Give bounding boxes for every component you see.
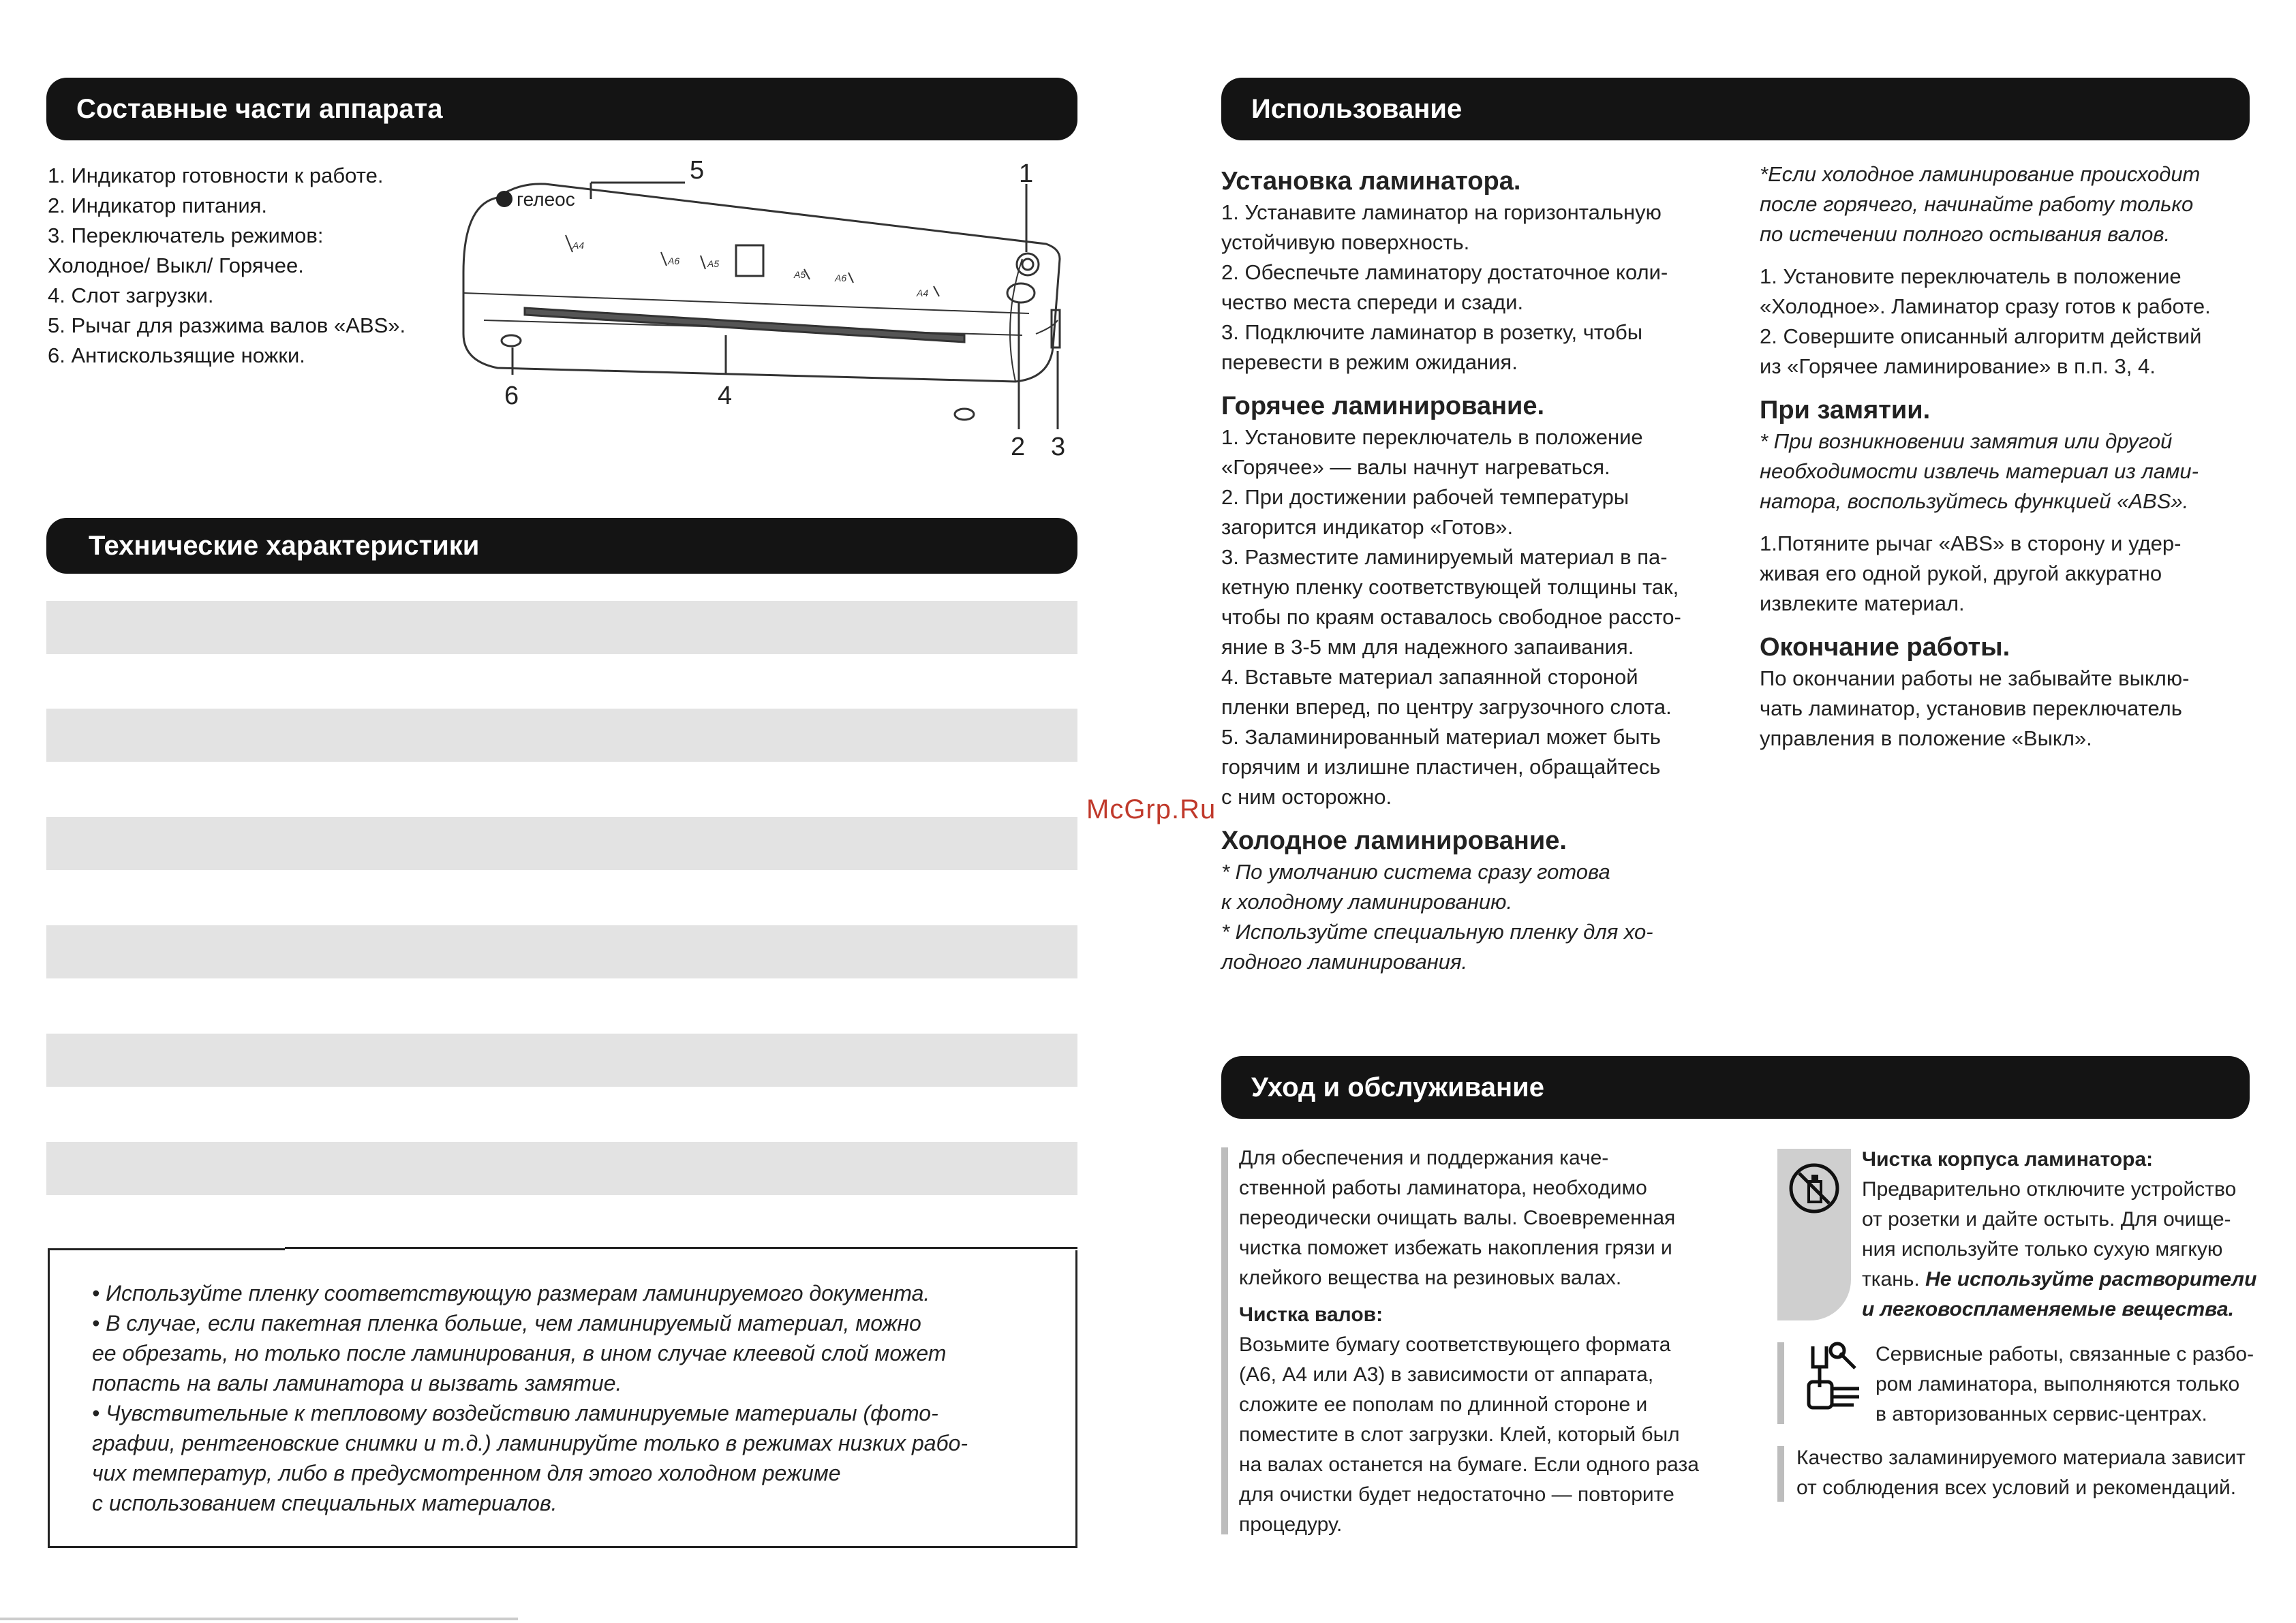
list-item: 4. Слот загрузки. xyxy=(48,283,214,307)
cold-title: Холодное ламинирование. xyxy=(1221,826,1567,855)
text-line: сложите ее пополам по длинной стороне и xyxy=(1239,1393,1648,1416)
note-line: ее обрезать, но только после ламинирования, в ином случае клеевой слой может xyxy=(92,1341,947,1365)
list-item: 1. Индикатор готовности к работе. xyxy=(48,164,384,187)
text-line: 3. Разместите ламинируемый материал в па- xyxy=(1221,545,1668,569)
table-row xyxy=(46,817,1077,870)
text-line: * Используйте специальную пленку для хо- xyxy=(1221,920,1653,944)
specs-header-title: Технические характеристики xyxy=(89,530,480,561)
text-line: пленки вперед, по центру загрузочного слота. xyxy=(1221,695,1672,719)
text-line: живая его одной рукой, другой аккуратно xyxy=(1760,561,2162,585)
text-line: 5. Заламинированный материал может быть xyxy=(1221,725,1661,749)
text-line: 1.Потяните рычаг «ABS» в сторону и удер- xyxy=(1760,531,2182,555)
text-line: горячим и излишне пластичен, обращайтесь xyxy=(1221,755,1661,779)
text-line: * По умолчанию система сразу готова xyxy=(1221,860,1610,884)
note-line: • Используйте пленку соответствующую размерам ламинируемого документа. xyxy=(92,1281,930,1305)
care-intro xyxy=(1239,1143,1730,1540)
text-line: после горячего, начинайте работу только xyxy=(1760,192,2194,216)
table-row xyxy=(46,1142,1077,1195)
note-line: • Чувствительные к тепловому воздействию ламинируемые материалы (фото- xyxy=(92,1401,938,1425)
foot xyxy=(502,335,521,346)
note-line: графии, рентгеновские снимки и т.д.) ламинируйте только в режимах низких рабо- xyxy=(92,1431,968,1455)
text-line: клейкого вещества на резиновых валах. xyxy=(1239,1267,1622,1289)
text-line: чистка поможет избежать накопления грязи и xyxy=(1239,1237,1672,1259)
text-line: от розетки и дайте остыть. Для очище- xyxy=(1862,1208,2231,1231)
callout-label: 2 xyxy=(1011,433,1026,461)
text-line: 1. Устанавите ламинатор на горизонтальную xyxy=(1221,200,1662,224)
divider xyxy=(48,1248,285,1250)
size-mark: A4 xyxy=(572,240,585,251)
text-line: на валах останется на бумаге. Если одного раза xyxy=(1239,1453,1699,1476)
text-line: 1. Установите переключатель в положение xyxy=(1221,425,1643,449)
callout-label: 6 xyxy=(504,382,519,410)
text-line: перевести в режим ожидания. xyxy=(1221,350,1518,374)
accent-bar xyxy=(1221,1147,1228,1534)
size-mark: A6 xyxy=(835,273,847,283)
care-header-title: Уход и обслуживание xyxy=(1251,1072,1544,1102)
text-line: 4. Вставьте материал запаянной стороной xyxy=(1221,665,1638,689)
document-icon xyxy=(736,245,763,276)
hot-title: Горячее ламинирование. xyxy=(1221,392,1545,420)
text-line: необходимости извлечь материал из лами- xyxy=(1760,459,2199,483)
list-item: Холодное/ Выкл/ Горячее. xyxy=(48,253,304,277)
quality-text xyxy=(1796,1443,2260,1503)
parts-header-title: Составные части аппарата xyxy=(76,93,443,124)
text-line: с ним осторожно. xyxy=(1221,785,1392,809)
callout-label: 4 xyxy=(718,382,733,410)
laminator-body xyxy=(463,184,1060,382)
usage-column-left xyxy=(1221,165,1739,977)
text-line: ственной работы ламинатора, необходимо xyxy=(1239,1177,1647,1199)
text-line: кетную пленку соответствующей толщины так, xyxy=(1221,575,1679,599)
text-line: в авторизованных сервис-центрах. xyxy=(1876,1403,2207,1425)
notes-text xyxy=(92,1278,1046,1518)
note-line: • В случае, если пакетная пленка больше, чем ламинируемый материал, можно xyxy=(92,1311,921,1335)
text-line: 2. Обеспечьте ламинатору достаточное коли- xyxy=(1221,260,1668,284)
usage-header xyxy=(1221,78,2250,140)
accent-bar xyxy=(1777,1342,1784,1424)
body-last-plain: ткань. xyxy=(1862,1268,1926,1290)
callout-label: 5 xyxy=(690,157,705,185)
service-tools-icon xyxy=(1799,1340,1867,1415)
list-item: 3. Переключатель режимов: xyxy=(48,223,324,247)
text-line: ром ламинатора, выполняются только xyxy=(1876,1373,2240,1395)
laminator-diagram xyxy=(436,157,1090,463)
table-row xyxy=(46,601,1077,654)
divider xyxy=(285,1247,1077,1249)
rollers-title: Чистка валов: xyxy=(1239,1303,1383,1326)
text-line: Качество заламинируемого материала зависит xyxy=(1796,1447,2246,1469)
power-indicator xyxy=(1007,283,1035,303)
usage-header-title: Использование xyxy=(1251,93,1463,124)
text-line: «Горячее» — валы начнут нагреваться. xyxy=(1221,455,1610,479)
care-header xyxy=(1221,1056,2250,1119)
text-line: управления в положение «Выкл». xyxy=(1760,726,2092,750)
text-line xyxy=(1862,1265,2257,1295)
accent-bar xyxy=(1777,1446,1784,1502)
table-row xyxy=(46,925,1077,978)
text-line: Возьмите бумагу соответствующего формата xyxy=(1239,1333,1671,1356)
end-title: Окончание работы. xyxy=(1760,633,2010,662)
text-line: поместите в слот загрузки. Клей, который был xyxy=(1239,1423,1680,1446)
usage-column-right xyxy=(1760,159,2250,754)
divider xyxy=(0,1618,518,1620)
text-line: Предварительно отключите устройство xyxy=(1862,1178,2237,1201)
text-line: переодически очищать валы. Своевременная xyxy=(1239,1207,1676,1229)
watermark: McGrp.Ru xyxy=(1086,794,1216,824)
text-line: от соблюдения всех условий и рекомендаций. xyxy=(1796,1477,2237,1499)
text-line: чество места спереди и сзади. xyxy=(1221,290,1524,314)
text-line: натора, воспользуйтесь функцией «ABS». xyxy=(1760,489,2189,513)
size-mark: A5 xyxy=(707,258,720,269)
care-body xyxy=(1862,1145,2257,1325)
text-line: Сервисные работы, связанные с разбо- xyxy=(1876,1343,2254,1365)
text-line: процедуру. xyxy=(1239,1513,1343,1536)
body-title: Чистка корпуса ламинатора: xyxy=(1862,1148,2154,1171)
table-row xyxy=(46,709,1077,762)
text-line: *Если холодное ламинирование происходит xyxy=(1760,162,2201,186)
parts-list xyxy=(48,161,405,371)
service-text xyxy=(1876,1340,2257,1429)
parts-header xyxy=(46,78,1077,140)
no-spray-icon xyxy=(1786,1160,1843,1217)
text-line: яние в 3-5 мм для надежного запаивания. xyxy=(1221,635,1634,659)
body-warning: и легковоспламеняемые вещества. xyxy=(1862,1298,2234,1320)
text-line: извлеките материал. xyxy=(1760,591,1965,615)
size-mark: A5 xyxy=(794,269,806,280)
list-item: 2. Индикатор питания. xyxy=(48,194,268,217)
foot xyxy=(955,409,974,420)
text-line: «Холодное». Ламинатор сразу готов к работе. xyxy=(1760,294,2211,318)
text-line: 2. При достижении рабочей температуры xyxy=(1221,485,1629,509)
size-mark: A6 xyxy=(668,256,680,266)
size-mark: A4 xyxy=(917,288,929,298)
text-line: 3. Подключите ламинатор в розетку, чтобы xyxy=(1221,320,1643,344)
install-title: Установка ламинатора. xyxy=(1221,167,1521,196)
note-line: чих температур, либо в предусмотренном для этого холодном режиме xyxy=(92,1461,841,1485)
text-line: для очистки будет недостаточно — повторите xyxy=(1239,1483,1674,1506)
specs-header xyxy=(46,518,1077,574)
note-line: попасть на валы ламинатора и вызвать замятие. xyxy=(92,1371,622,1395)
brand-logo: гелеос xyxy=(517,189,575,210)
text-line: (А6, А4 или А3) в зависимости от аппарата, xyxy=(1239,1363,1654,1386)
text-line: загорится индикатор «Готов». xyxy=(1221,515,1514,539)
text-line: 1. Установите переключатель в положение xyxy=(1760,264,2182,288)
loading-slot xyxy=(525,308,964,342)
text-line: * При возникновении замятия или другой xyxy=(1760,429,2173,453)
list-item: 6. Антискользящие ножки. xyxy=(48,343,305,367)
text-line: Для обеспечения и поддержания каче- xyxy=(1239,1147,1609,1169)
table-row xyxy=(46,1034,1077,1087)
callout-label: 1 xyxy=(1019,159,1034,188)
text-line: лодного ламинирования. xyxy=(1221,950,1468,974)
text-line: 2. Совершите описанный алгоритм действий xyxy=(1760,324,2202,348)
text-line: ния используйте только сухую мягкую xyxy=(1862,1238,2223,1261)
text-line: к холодному ламинированию. xyxy=(1221,890,1513,914)
text-line: из «Горячее ламинирование» в п.п. 3, 4. xyxy=(1760,354,2156,378)
body-last-bold: Не используйте растворители xyxy=(1925,1268,2257,1290)
jam-title: При замятии. xyxy=(1760,396,1931,424)
callout-label: 3 xyxy=(1051,433,1066,461)
text-line: По окончании работы не забывайте выклю- xyxy=(1760,666,2190,690)
text-line: устойчивую поверхность. xyxy=(1221,230,1470,254)
list-item: 5. Рычаг для разжима валов «ABS». xyxy=(48,313,406,337)
note-line: с использованием специальных материалов. xyxy=(92,1491,557,1515)
text-line: по истечении полного остывания валов. xyxy=(1760,222,2171,246)
text-line: чать ламинатор, установив переключатель xyxy=(1760,696,2182,720)
text-line: чтобы по краям оставалось свободное рассто- xyxy=(1221,605,1681,629)
